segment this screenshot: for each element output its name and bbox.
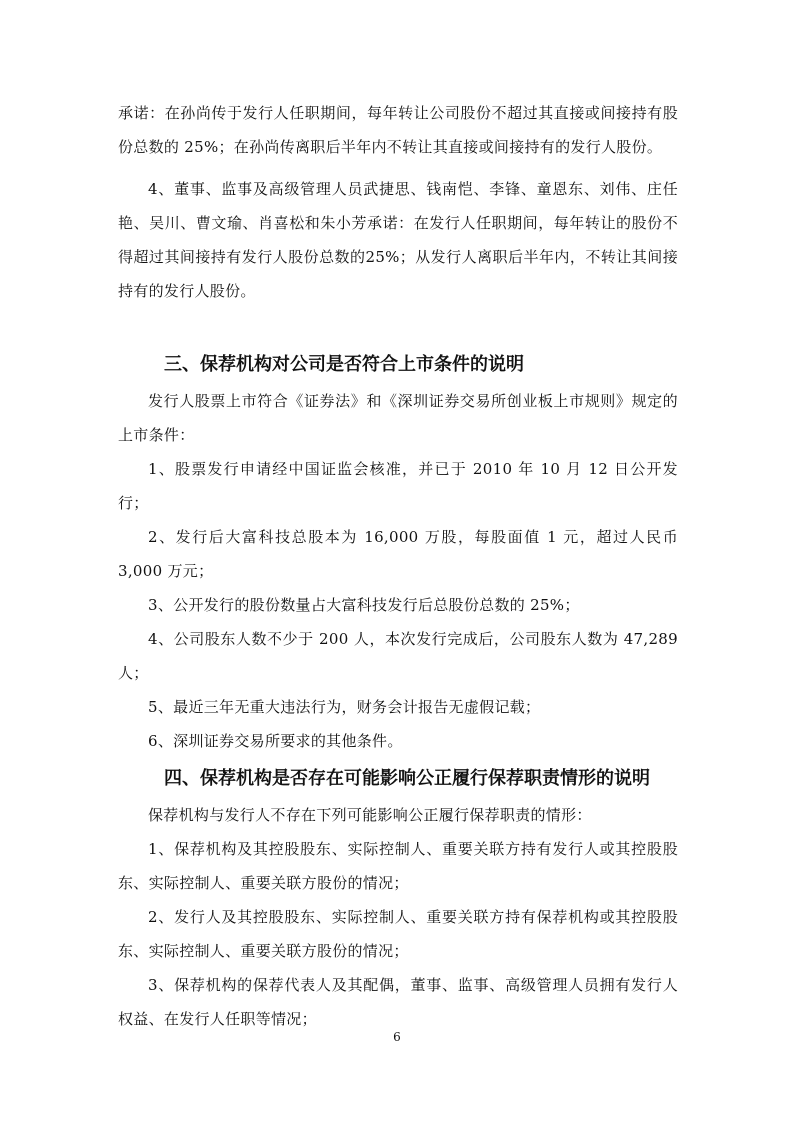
conflict-item: 3、保荐机构的保荐代表人及其配偶，董事、监事、高级管理人员拥有发行人权益、在发行人任职等情况； [118, 976, 678, 1028]
directors-commitment-paragraph: 4、董事、监事及高级管理人员武捷思、钱南恺、李锋、童恩东、刘伟、庄任艳、吴川、曹文瑜、肖喜松和朱小芳承诺：在发行人任职期间，每年转让的股份不得超过其间接持有发行人股份总数的25%；从发行人离职后半年内，不转让其间接持有的发行人股份。 [118, 180, 678, 300]
section-4-heading: 四、保荐机构是否存在可能影响公正履行保荐职责情形的说明 [164, 768, 650, 789]
listing-condition-item: 6、深圳证券交易所要求的其他条件。 [148, 732, 403, 750]
commitment-paragraph: 承诺：在孙尚传于发行人任职期间，每年转让公司股份不超过其直接或间接持有股份总数的 25%；在孙尚传离职后半年内不转让其直接或间接持有的发行人股份。 [118, 104, 678, 156]
conflict-item: 2、发行人及其控股股东、实际控制人、重要关联方持有保荐机构或其控股股东、实际控制人、重要关联方股份的情况； [118, 908, 678, 960]
section-3-heading: 三、保荐机构对公司是否符合上市条件的说明 [164, 354, 524, 375]
listing-condition-item: 1、股票发行申请经中国证监会核准，并已于 2010 年 10 月 12 日公开发行； [118, 460, 678, 512]
section-3-intro: 发行人股票上市符合《证券法》和《深圳证券交易所创业板上市规则》规定的上市条件： [118, 392, 678, 444]
listing-condition-item: 2、发行后大富科技总股本为 16,000 万股，每股面值 1 元，超过人民币 3,000 万元； [118, 528, 678, 580]
page-number: 6 [393, 1030, 401, 1044]
section-4-intro: 保荐机构与发行人不存在下列可能影响公正履行保荐职责的情形： [148, 806, 592, 824]
listing-condition-item: 3、公开发行的股份数量占大富科技发行后总股份总数的 25%； [148, 596, 580, 614]
document-page [118, 96, 678, 1036]
listing-condition-item: 4、公司股东人数不少于 200 人，本次发行完成后，公司股东人数为 47,289 人； [118, 630, 678, 682]
listing-condition-item: 5、最近三年无重大违法行为，财务会计报告无虚假记载； [148, 698, 541, 716]
conflict-item: 1、保荐机构及其控股股东、实际控制人、重要关联方持有发行人或其控股股东、实际控制人、重要关联方股份的情况； [118, 840, 678, 892]
